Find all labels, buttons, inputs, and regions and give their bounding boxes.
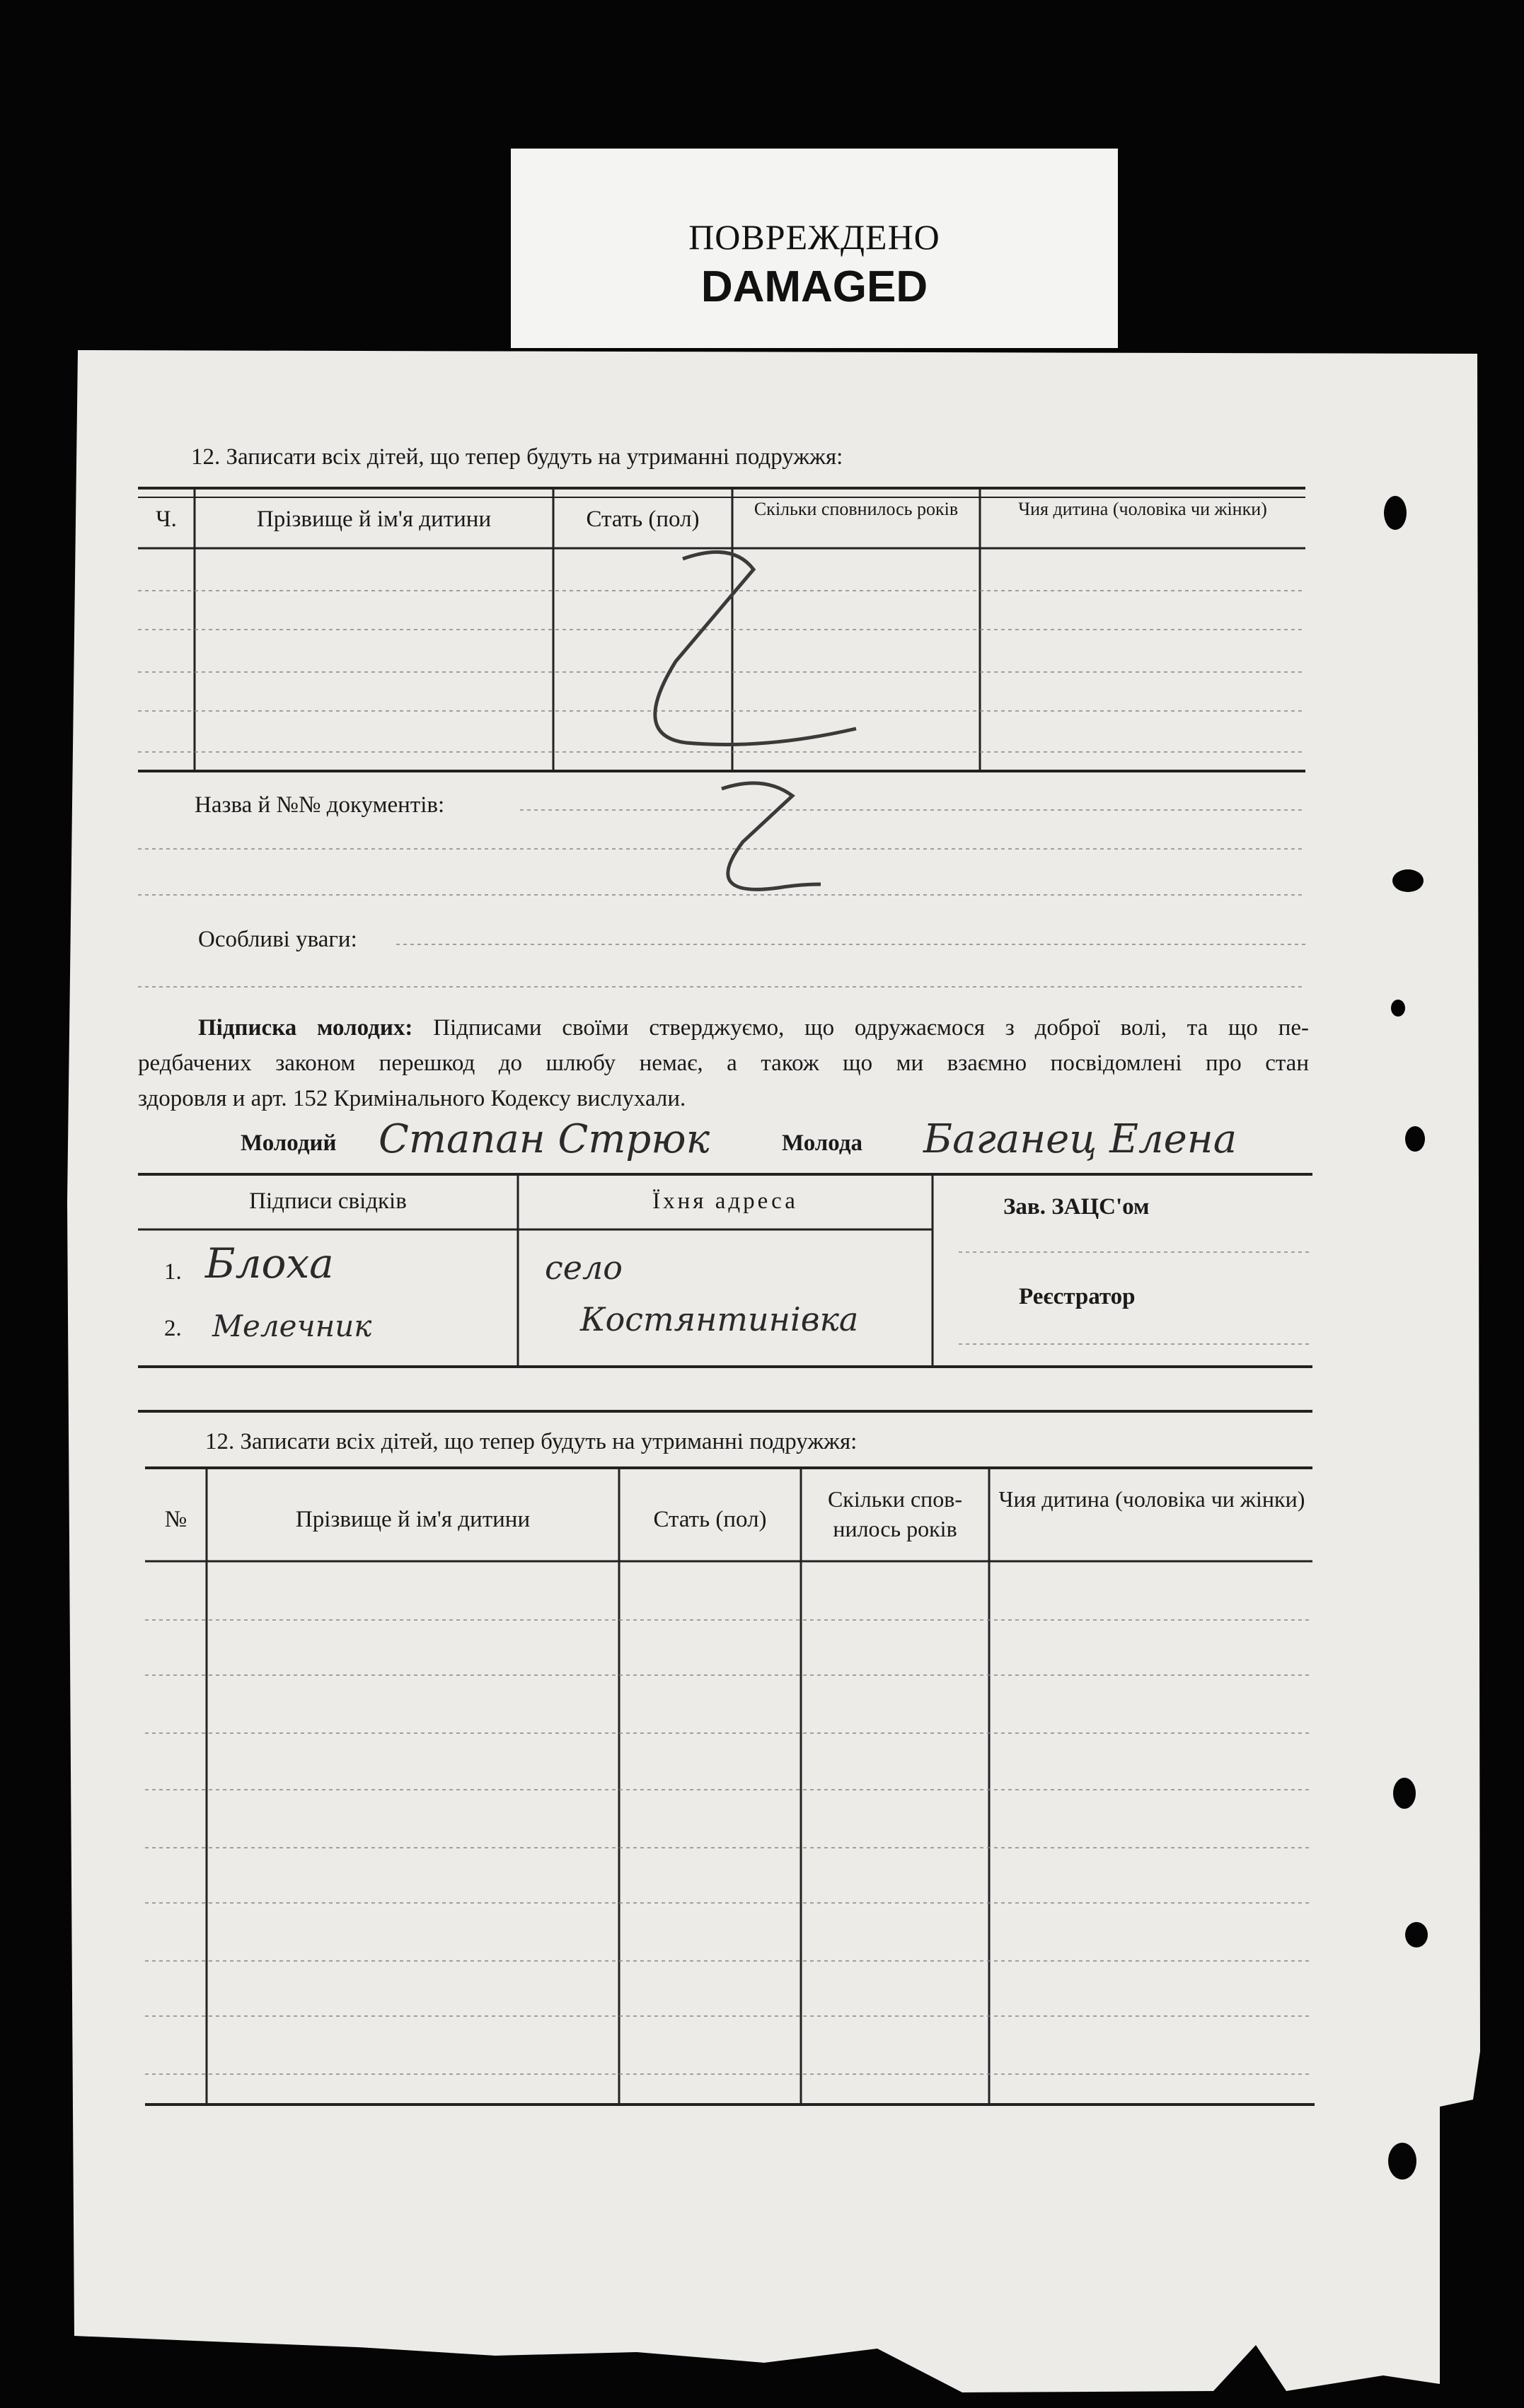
- section2-col-child-name: Прізвище й ім'я дитини: [295, 1507, 531, 1532]
- groom-signature: Стапан Стрюк: [379, 1116, 710, 1162]
- declaration-lead: Підписка молодих:: [198, 1015, 413, 1041]
- section1-col-sex: Стать (пол): [586, 507, 700, 532]
- witness-number-1: 1.: [164, 1259, 182, 1285]
- section2-col-age: Скільки спов-нилось років: [827, 1486, 963, 1541]
- damaged-stamp: [511, 149, 1118, 348]
- registrar-label: Реєстратор: [1019, 1284, 1136, 1309]
- witness-signature-1: Блоха: [205, 1239, 334, 1287]
- section2-col-sex: Стать (пол): [653, 1507, 767, 1532]
- witness-address-line2: Костянтинівка: [580, 1300, 859, 1338]
- paper-sheet: [67, 350, 1480, 2392]
- witness-col-address: Їхня адреса: [652, 1188, 798, 1214]
- witness-col-signatures: Підписи свідків: [249, 1188, 407, 1214]
- stamp-text-ru: ПОВРЕЖДЕНО: [688, 217, 940, 257]
- bride-signature: Баганец Елена: [923, 1116, 1237, 1162]
- declaration-line1-text: Підписами своїми стверджуємо, що одружаємося з доброї волі, та що пе-: [433, 1015, 1310, 1041]
- witness-number-2: 2.: [164, 1316, 182, 1341]
- notes-label: Особливі уваги:: [198, 927, 357, 952]
- documents-label: Назва й №№ документів:: [195, 792, 445, 818]
- witness-signature-2: Мелечник: [212, 1309, 372, 1343]
- section1-col-number: Ч.: [156, 507, 177, 532]
- section2-col-number: №: [164, 1507, 187, 1532]
- declaration-line1: [198, 1015, 1309, 1041]
- witness-address-line1: село: [545, 1249, 623, 1287]
- stamp-text-en: DAMAGED: [700, 262, 928, 311]
- section2-heading: 12. Записати всіх дітей, що тепер будуть на утриманні подружжя:: [205, 1429, 858, 1454]
- section1-heading: 12. Записати всіх дітей, що тепер будуть на утриманні подружжя:: [191, 444, 843, 470]
- declaration-line3: здоровля и арт. 152 Кримінального Кодексу вислухали.: [138, 1086, 686, 1111]
- groom-label: Молодий: [241, 1130, 337, 1156]
- section2-col-whose-child: Чия дитина (чоловіка чи жінки): [998, 1486, 1305, 1512]
- section1-col-age: Скільки сповнилось років: [754, 499, 959, 519]
- section1-col-child-name: Прізвище й ім'я дитини: [256, 507, 492, 532]
- section1-col-whose-child: Чия дитина (чоловіка чи жінки): [1018, 499, 1267, 519]
- bride-label: Молода: [782, 1130, 863, 1156]
- declaration-line2: редбачених законом перешкод до шлюбу немає, а також що ми взаємно посвідомлені про стан: [138, 1050, 1309, 1076]
- zags-head-label: Зав. ЗАЦС'ом: [1003, 1194, 1150, 1220]
